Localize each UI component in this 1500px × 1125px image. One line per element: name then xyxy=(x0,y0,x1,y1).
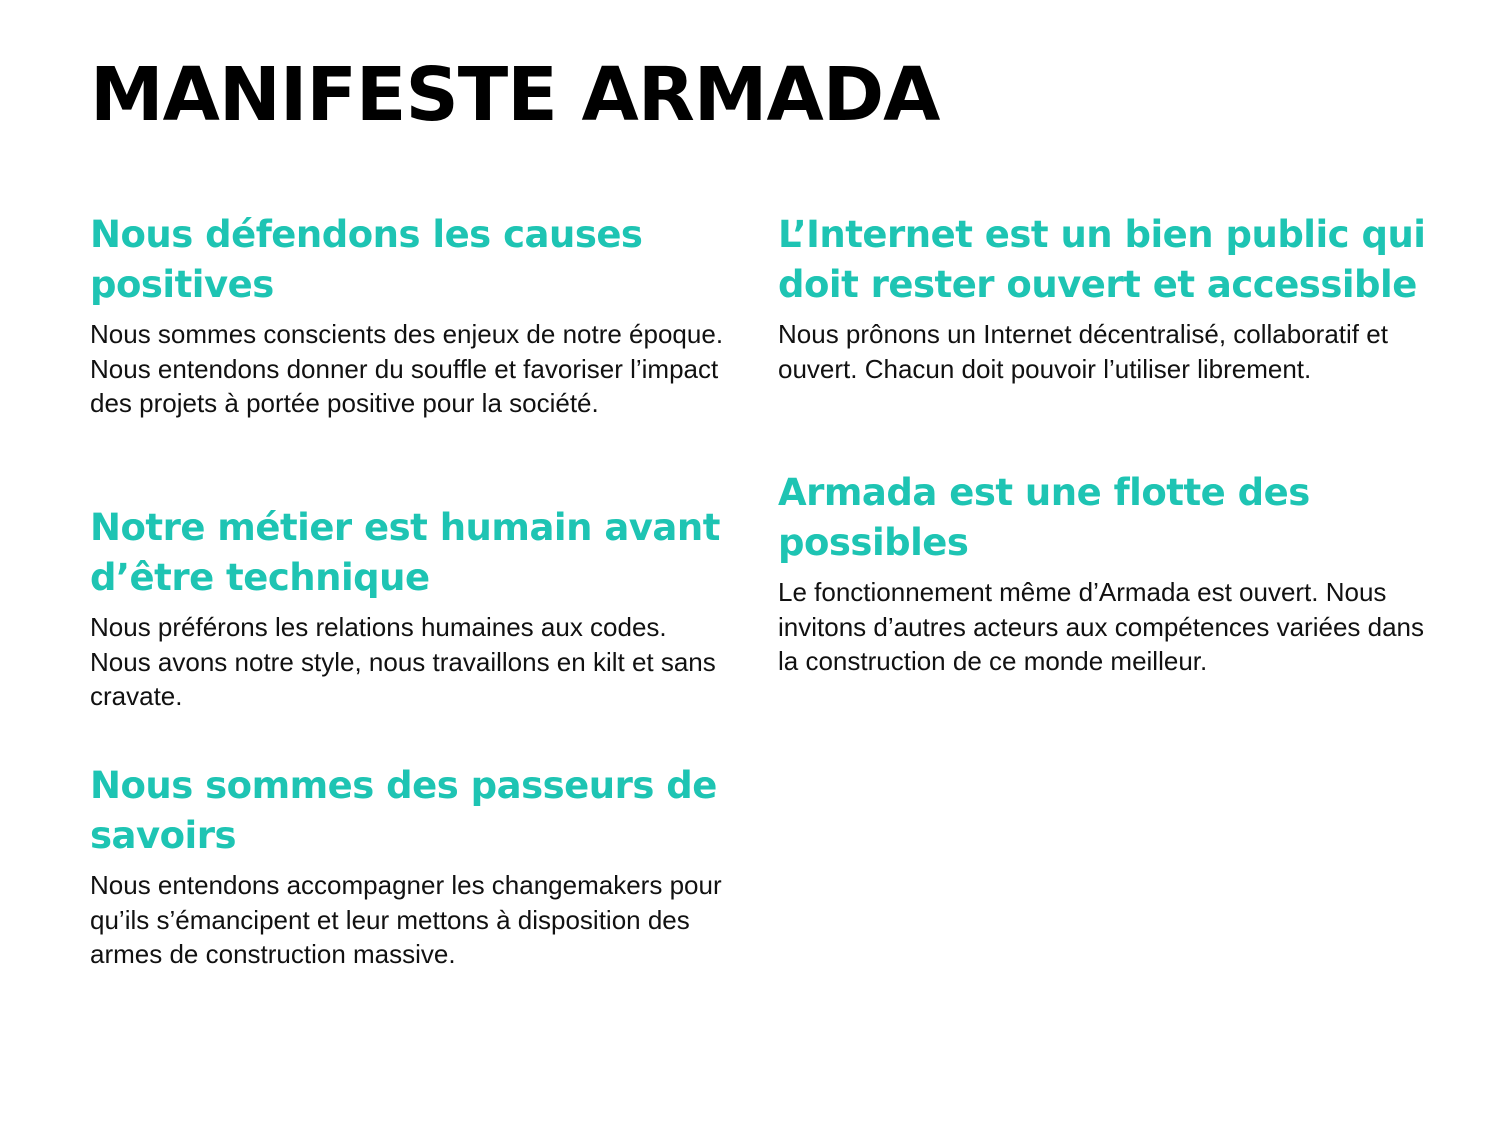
manifesto-section-fleet xyxy=(778,468,1428,679)
manifesto-section-open-internet xyxy=(778,210,1428,386)
manifesto-section-knowledge xyxy=(90,761,730,972)
section-body: Nous prônons un Internet décentralisé, collaboratif et ouvert. Chacun doit pouvoir l’utiliser librement. xyxy=(778,319,1388,384)
manifesto-section-positive-causes xyxy=(90,210,730,421)
page-title: MANIFESTE ARMADA xyxy=(90,52,940,138)
section-body: Nous sommes conscients des enjeux de notre époque. Nous entendons donner du souffle et favoriser l’impact des projets à portée positive pour la société. xyxy=(90,319,724,418)
section-heading: Armada est une flotte des possibles xyxy=(778,471,1310,564)
section-heading: Nous sommes des passeurs de savoirs xyxy=(90,764,717,857)
section-heading: L’Internet est un bien public qui doit rester ouvert et accessible xyxy=(778,213,1426,306)
section-body: Le fonctionnement même d’Armada est ouvert. Nous invitons d’autres acteurs aux compétences variées dans la construction de ce monde meilleur. xyxy=(778,577,1425,676)
section-body: Nous entendons accompagner les changemakers pour qu’ils s’émancipent et leur mettons à disposition des armes de construction massive. xyxy=(90,870,722,969)
section-heading: Nous défendons les causes positives xyxy=(90,213,643,306)
section-heading: Notre métier est humain avant d’être technique xyxy=(90,506,720,599)
section-body: Nous préférons les relations humaines aux codes. Nous avons notre style, nous travaillons en kilt et sans cravate. xyxy=(90,612,716,711)
manifesto-section-human-craft xyxy=(90,503,730,714)
